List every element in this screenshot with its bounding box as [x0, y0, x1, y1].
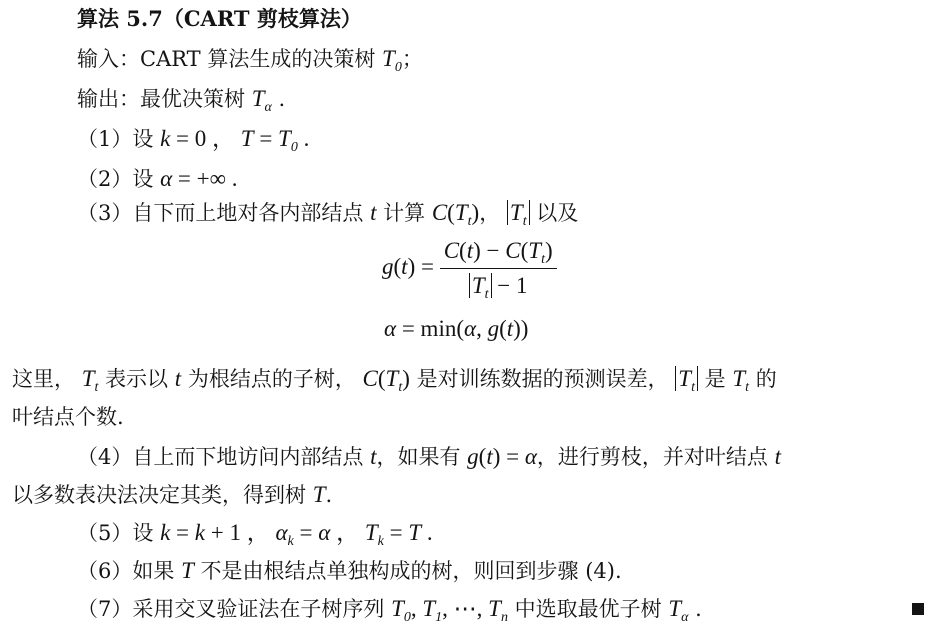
step-1 [77, 124, 309, 154]
step-4-b: ，如果有 [376, 445, 461, 469]
math-t: t [774, 444, 781, 469]
step-7-a: （7）采用交叉验证法在子树序列 [77, 597, 385, 621]
fraction-denominator: $T_t - 1$ [465, 269, 532, 301]
math-t: t [370, 200, 377, 225]
step-1-label: （1）设 [77, 127, 154, 151]
math-talpha: $T_\alpha$ [251, 86, 272, 115]
step-3: （3）自下而上地对各内部结点 t 计算 $C(T_t)$， $T_t$ 以及 [77, 200, 579, 229]
explain-a: 这里， [12, 367, 75, 391]
math-g-eq-alpha: g(t) = α [467, 444, 537, 469]
formula-g [382, 236, 557, 301]
step-3-end: 以及 [536, 201, 579, 225]
math-step-5: k = k + 1 ， $\alpha_k = \alpha$ ， $T_k = T$ . [160, 520, 433, 549]
fraction [440, 236, 557, 301]
input-line: 输入：CART 算法生成的决策树 $T_0$； [77, 46, 423, 75]
step-7: （7）采用交叉验证法在子树序列 $T_0$, $T_1$, ⋯, $T_n$ 中选取最优子树 $T_\alpha$ . [77, 596, 702, 625]
output-text: 最优决策树 [140, 87, 245, 111]
math-t0: $T_0$ [382, 46, 402, 75]
explain-e: 是 [704, 367, 726, 391]
step-2 [77, 164, 237, 194]
step-4-d: 以多数表决法决定其类，得到树 [12, 483, 306, 507]
input-label: 输入： [77, 47, 140, 71]
step-2-label: （2）设 [77, 167, 154, 191]
math-T: T [181, 558, 194, 583]
math-step-1: k = 0 ， $T = T_0$ . [160, 126, 310, 155]
g-of-t: g(t) = [382, 253, 434, 279]
math-tt: $T_t$ [732, 366, 750, 395]
output-line: 输出：最优决策树 $T_\alpha$ . [77, 86, 286, 115]
math-t: t [174, 366, 182, 391]
input-text: CART 算法生成的决策树 [140, 47, 376, 71]
explain-d: 是对训练数据的预测误差， [416, 367, 669, 391]
math-T: T [312, 482, 326, 507]
math-leaf-count: $T_t$ [675, 366, 698, 391]
math-cost: $C(T_t)$ [362, 366, 410, 395]
math-sequence: $T_0$, $T_1$, ⋯, $T_n$ [391, 596, 508, 625]
step-7-b: 中选取最优子树 [514, 597, 662, 621]
step-6 [77, 556, 622, 586]
math-leaf-count: $T_t$ [507, 200, 530, 225]
explanation-line-2: 叶结点个数. [12, 405, 124, 429]
math-t: t [370, 444, 377, 469]
math-cost: $C(T_t)$ [431, 200, 480, 229]
fraction-numerator: $C(t) - C(T_t)$ [440, 236, 557, 269]
step-4-a: （4）自上而下地访问内部结点 [77, 445, 364, 469]
step-4-cont: 以多数表决法决定其类，得到树 T. [12, 482, 333, 507]
math-step-2: α = +∞ . [160, 166, 238, 191]
step-4 [77, 442, 781, 472]
qed-mark [912, 603, 924, 615]
algorithm-title: 算法 5.7（CART 剪枝算法） [77, 6, 362, 31]
math-talpha: $T_\alpha$ [668, 596, 689, 625]
step-3-mid: 计算 [383, 201, 426, 225]
formula-alpha: α = min(α, g(t)) [384, 316, 529, 341]
math-tt: $T_t$ [81, 366, 99, 395]
explain-b: 表示以 [105, 367, 169, 391]
step-5-label: （5）设 [77, 521, 154, 545]
explanation-line-1 [12, 364, 777, 394]
step-4-c: ，进行剪枝，并对叶结点 [536, 445, 768, 469]
step-3-label: （3）自下而上地对各内部结点 [77, 201, 364, 225]
step-6-b: 不是由根结点单独构成的树，则回到步骤 (4). [200, 559, 622, 583]
step-5 [77, 518, 433, 548]
explain-c: 为根结点的子树， [187, 367, 356, 391]
output-label: 输出： [77, 87, 140, 111]
step-6-a: （6）如果 [77, 559, 175, 583]
explain-f: 的 [755, 367, 777, 391]
